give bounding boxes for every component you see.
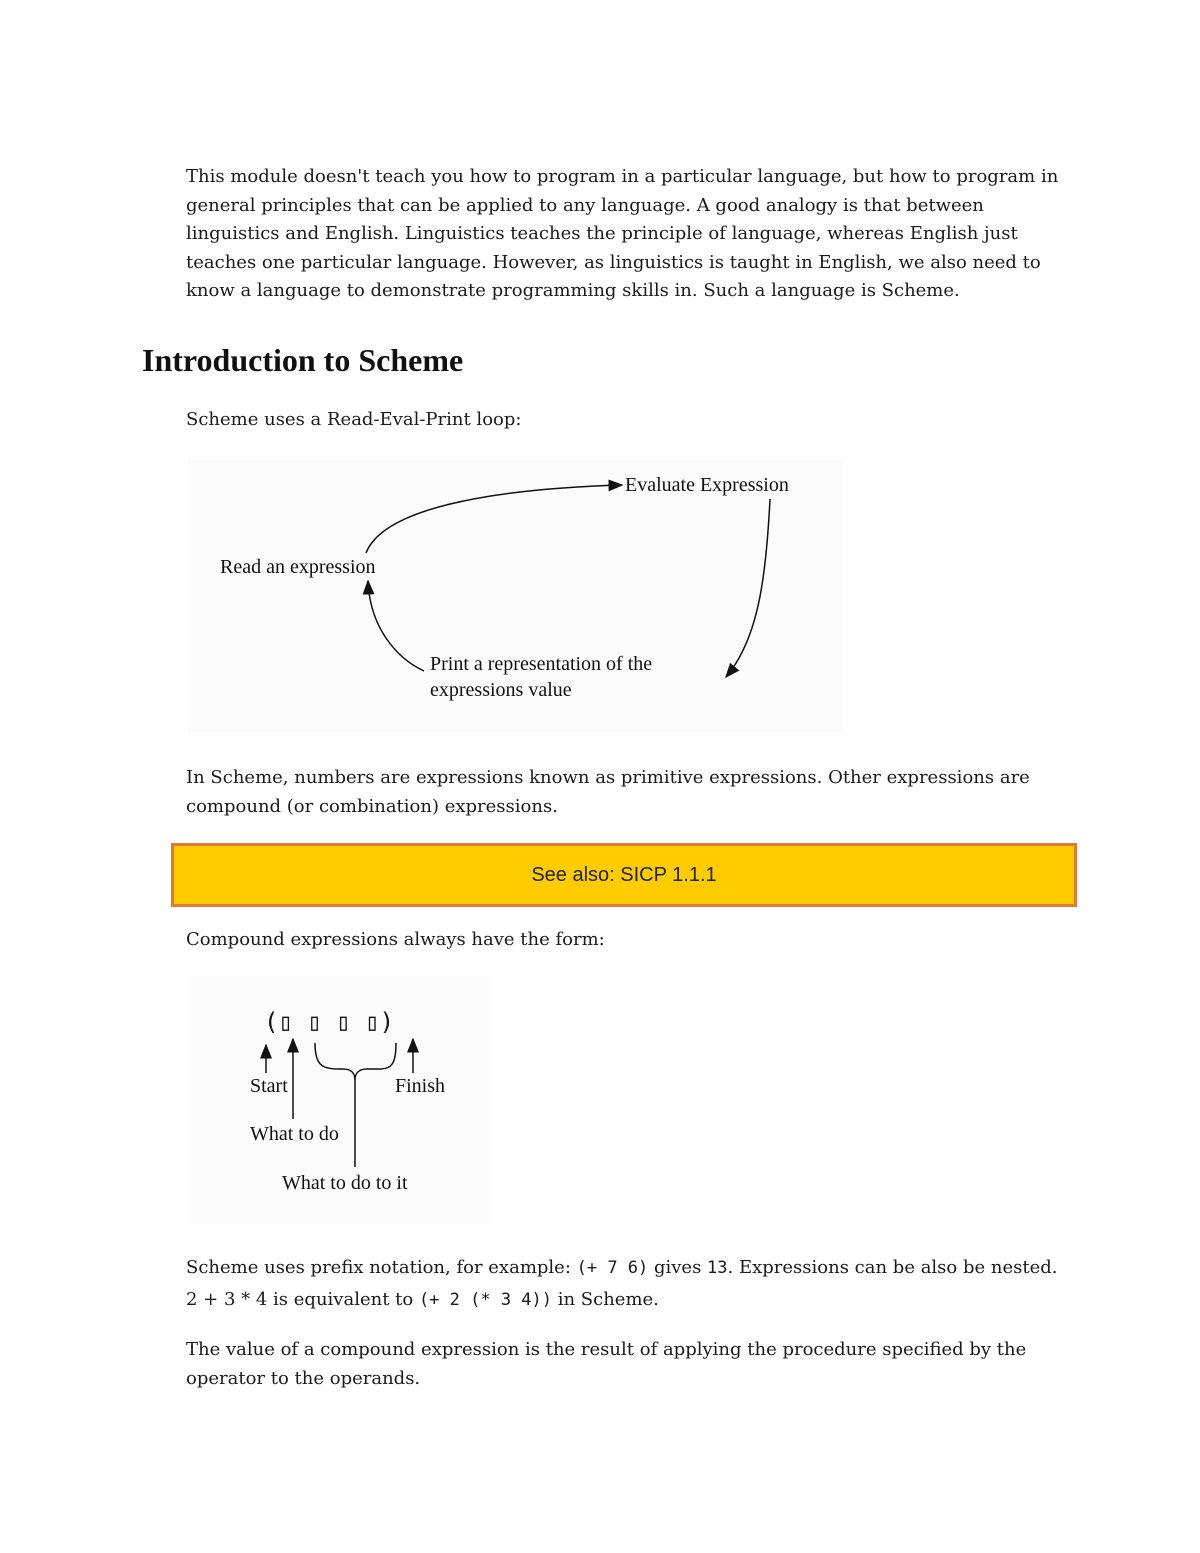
print-label-line2: expressions value [430, 679, 572, 701]
compound-diagram [188, 977, 492, 1223]
expression-form: (▯ ▯ ▯ ▯) [264, 1008, 395, 1036]
prefix-text-4: in Scheme. [552, 1289, 659, 1310]
print-to-read-arrow [368, 581, 424, 671]
prefix-text-2: gives [648, 1257, 708, 1278]
finish-label: Finish [395, 1075, 446, 1097]
value-paragraph: The value of a compound expression is the result of applying the procedure specified by the operator to the operands. [186, 1339, 1027, 1389]
repl-intro: Scheme uses a Read-Eval-Print loop: [186, 409, 522, 430]
operands-brace [315, 1043, 396, 1080]
print-label-line1: Print a representation of the [430, 653, 653, 675]
compound-diagram-svg [188, 977, 492, 1223]
code-example-1: (+ 7 6) [576, 1258, 649, 1278]
code-example-3: (+ 2 (* 3 4)) [418, 1290, 552, 1310]
compound-intro: Compound expressions always have the form: [186, 929, 605, 950]
read-label: Read an expression [220, 556, 376, 578]
primitive-paragraph: In Scheme, numbers are expressions known as primitive expressions. Other expressions are compound (or combination) expressions. [186, 767, 1030, 817]
see-also-callout [171, 843, 1077, 907]
code-example-2: 13 [707, 1258, 728, 1278]
repl-diagram-svg [188, 459, 843, 733]
repl-diagram [188, 459, 843, 733]
eval-to-print-arrow [726, 499, 770, 677]
prefix-paragraph [186, 1252, 1066, 1316]
prefix-text-3: . Expressions can be also be nested. 2 + 3 * 4 is equivalent to [186, 1257, 1058, 1310]
read-to-eval-arrow [366, 485, 622, 553]
sicp-link[interactable]: See also: SICP 1.1.1 [531, 863, 717, 886]
what-to-do-label: What to do [250, 1123, 339, 1145]
evaluate-label: Evaluate Expression [625, 474, 789, 496]
intro-paragraph: This module doesn't teach you how to program in a particular language, but how to program in general principles that can be applied to any language. A good analogy is that between linguistics and English. Linguistics teaches the principle of language, whereas English just teaches one particular language. However, as linguistics is taught in English, we also need to know a language to demonstrate programming skills in. Such a language is Scheme. [186, 166, 1059, 301]
prefix-text-1: Scheme uses prefix notation, for example: [186, 1257, 577, 1278]
section-heading: Introduction to Scheme [142, 342, 464, 378]
start-label: Start [250, 1075, 288, 1097]
what-to-do-to-it-label: What to do to it [282, 1172, 408, 1194]
